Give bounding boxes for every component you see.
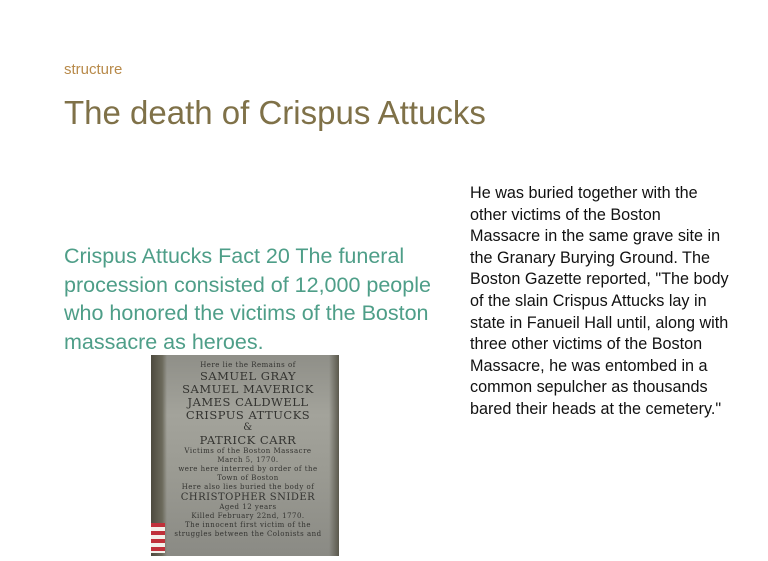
inscription-line: The innocent first victim of the (185, 521, 311, 529)
fact-text: Crispus Attucks Fact 20 The funeral procession consisted of 12,000 people who honored the victims of the Boston massacre as heroes. (64, 244, 431, 354)
section-label: structure (64, 61, 123, 78)
inscription-line: CRISPUS ATTUCKS (185, 409, 311, 422)
flag-icon (151, 523, 165, 553)
inscription-line: SAMUEL MAVERICK (182, 383, 314, 396)
slide-title: The death of Crispus Attucks (64, 94, 486, 131)
inscription-line: Here lie the Remains of (200, 361, 296, 369)
gravestone-inscription (167, 361, 329, 539)
inscription-line: were here interred by order of the (178, 464, 318, 473)
inscription-line: March 5, 1770. (217, 455, 279, 464)
inscription-line: PATRICK CARR (199, 433, 297, 447)
inscription-line: Town of Boston (217, 473, 279, 482)
burial-description: He was buried together with the other victims of the Boston Massacre in the same grave site in the Granary Burying Ground. The Boston Gazette reported, "The body of the slain Crispus Attucks lay in state in Fanueil Hall until, along with three other victims of the Boston Massacre, he was entombed in a common sepulcher as thousands bared their heads at the cemetery." (470, 184, 729, 418)
inscription-line: struggles between the Colonists and (174, 530, 322, 538)
inscription-line: Victims of the Boston Massacre (184, 446, 312, 455)
inscription-line: Killed February 22nd, 1770. (191, 512, 305, 520)
inscription-line: JAMES CALDWELL (187, 396, 309, 409)
inscription-line: Here also lies buried the body of (181, 482, 315, 491)
inscription-line: & (243, 422, 253, 433)
inscription-line: CHRISTOPHER SNIDER (180, 491, 316, 503)
gravestone-photo (151, 355, 339, 556)
inscription-line: SAMUEL GRAY (199, 370, 297, 383)
inscription-line: Aged 12 years (219, 503, 277, 511)
stone-shadow-right (329, 355, 339, 556)
